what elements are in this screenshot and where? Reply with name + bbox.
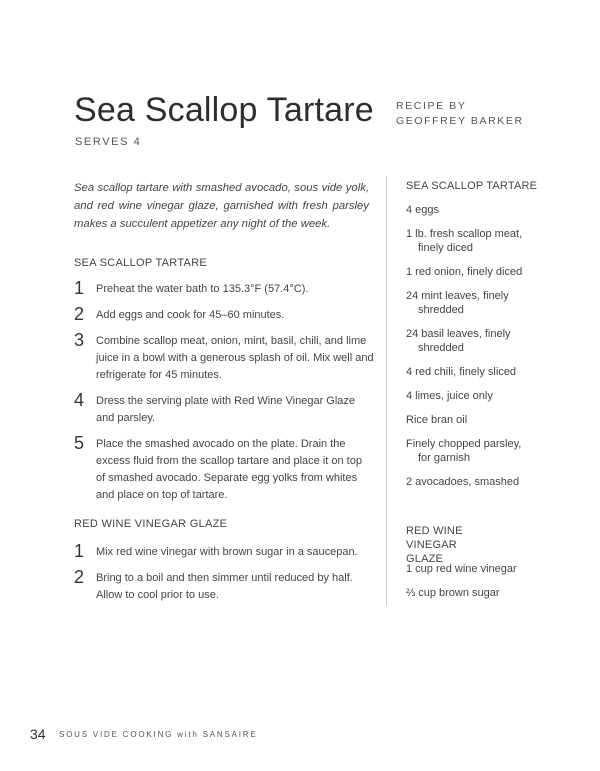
step-text: Mix red wine vinegar with brown sugar in a saucepan. <box>96 546 358 558</box>
step-text: Place the smashed avocado on the plate. Drain the excess fluid from the scallop tartare and place it on top of smashed avocado. Separate egg yolks from whites and place on top of tartare. <box>96 438 362 501</box>
method-step <box>74 278 374 298</box>
serves-label: SERVES 4 <box>75 136 142 148</box>
step-number: 2 <box>74 567 85 587</box>
method-glaze-heading: RED WINE VINEGAR GLAZE <box>74 518 228 530</box>
ingredient-item: 4 eggs <box>406 204 440 216</box>
step-number: 4 <box>74 390 85 410</box>
column-divider <box>386 176 387 606</box>
ingredient-item: 1 cup red wine vinegar <box>406 563 517 575</box>
recipe-credit <box>396 99 524 129</box>
recipe-intro: Sea scallop tartare with smashed avocado, sous vide yolk, and red wine vinegar glaze, garnished with fresh parsley makes a succulent appetizer any night of the week. <box>74 182 369 230</box>
step-text: Dress the serving plate with Red Wine Vinegar Glaze and parsley. <box>96 395 356 424</box>
ingredient-item: 24 basil leaves, finely shredded <box>406 328 511 354</box>
ingredient-item: 24 mint leaves, finely shredded <box>406 290 509 316</box>
method-step <box>74 330 374 384</box>
method-step <box>74 390 374 427</box>
ingredient-item: 1 red onion, finely diced <box>406 266 523 278</box>
ingredients-glaze-heading: RED WINE VINEGAR GLAZE <box>406 525 463 565</box>
ingredient-item: 4 limes, juice only <box>406 390 493 402</box>
ingredient-item: ⅔ cup brown sugar <box>406 587 500 599</box>
page-number: 34 <box>30 726 46 742</box>
ingredient-item: Rice bran oil <box>406 414 468 426</box>
ingredients-glaze-list <box>406 562 536 610</box>
method-step <box>74 541 374 561</box>
step-number: 1 <box>74 541 85 561</box>
step-text: Combine scallop meat, onion, mint, basil, chili, and lime juice in a bowl with a generous splash of oil. Mix well and refrigerate for 45 minutes. <box>96 335 374 381</box>
ingredients-tartare-list <box>406 203 536 489</box>
step-number: 1 <box>74 278 85 298</box>
step-text: Bring to a boil and then simmer until reduced by half. Allow to cool prior to use. <box>96 572 353 601</box>
ingredients-tartare-heading: SEA SCALLOP TARTARE <box>406 180 538 192</box>
credit-line-1: RECIPE BY <box>396 100 467 112</box>
method-step <box>74 304 374 324</box>
ingredient-item: Finely chopped parsley, for garnish <box>406 438 522 464</box>
method-tartare-steps <box>74 278 374 504</box>
ingredient-item: 1 lb. fresh scallop meat, finely diced <box>406 228 523 254</box>
recipe-title: Sea Scallop Tartare <box>74 91 374 129</box>
step-text: Preheat the water bath to 135.3°F (57.4°C). <box>96 283 309 295</box>
step-number: 5 <box>74 433 85 453</box>
method-step <box>74 567 374 604</box>
step-text: Add eggs and cook for 45–60 minutes. <box>96 309 285 321</box>
ingredient-item: 2 avocadoes, smashed <box>406 476 520 488</box>
footer-book-title: SOUS VIDE COOKING with SANSAIRE <box>59 730 258 739</box>
step-number: 2 <box>74 304 85 324</box>
ingredient-item: 4 red chili, finely sliced <box>406 366 517 378</box>
credit-line-2: GEOFFREY BARKER <box>396 115 524 127</box>
method-glaze-steps <box>74 541 374 604</box>
method-step <box>74 433 374 504</box>
step-number: 3 <box>74 330 85 350</box>
method-tartare-heading: SEA SCALLOP TARTARE <box>74 257 208 269</box>
